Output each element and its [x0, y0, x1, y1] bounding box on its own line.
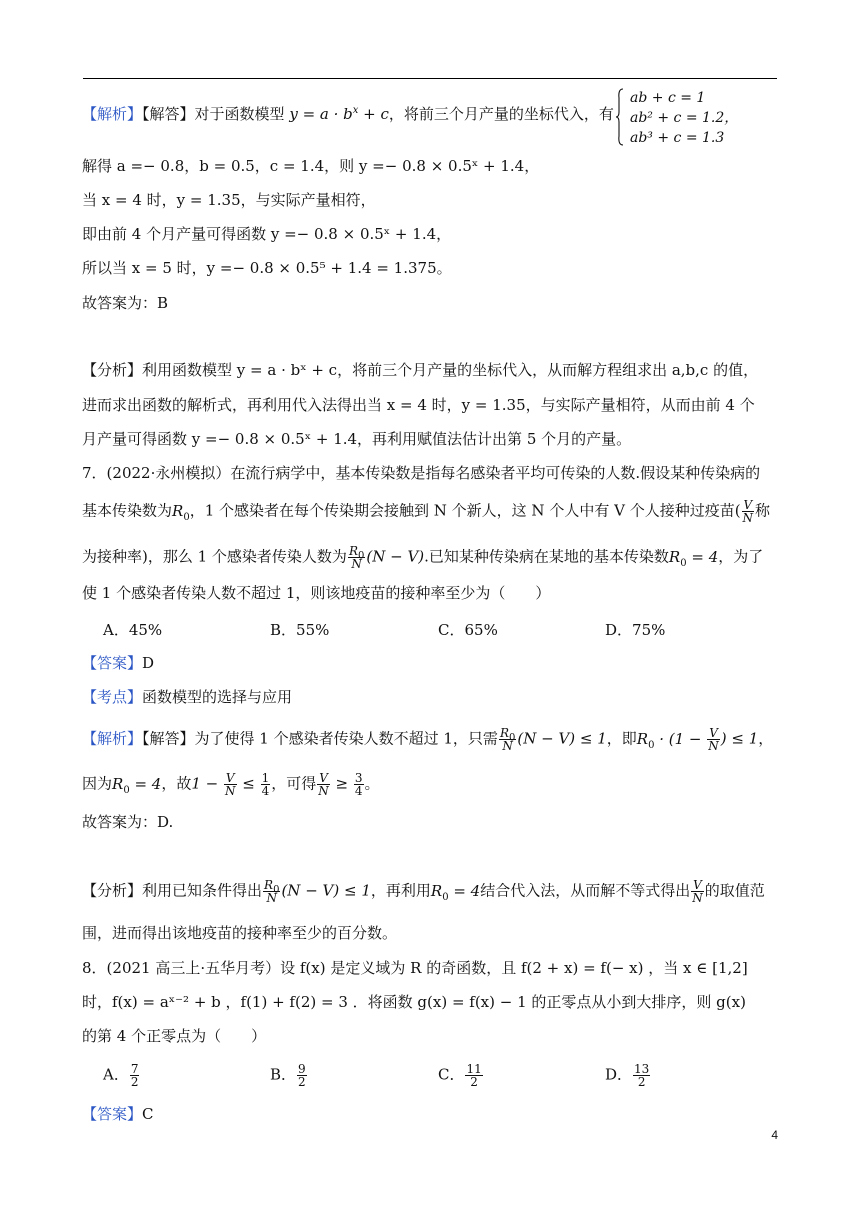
- q7-solution-1: 【解析】【解答】为了使得 1 个感染者传染人数不超过 1，只需 $\frac{R_0}{N}$ (N − V) ≤ 1，即$R_0 \cdot (1$ − $\frac{V}{N}$ ) ≤ 1，: [82, 726, 774, 753]
- q8-line2: 时，f(x) = aˣ⁻² + b ，f(1) + f(2) = 3 ．将函数 g(x) = f(x) − 1 的正零点从小到大排序，则 g(x): [82, 993, 746, 1011]
- q7-kaodian: 【考点】函数模型的选择与应用: [82, 688, 293, 706]
- q8-line3: 的第 4 个正零点为（ ）: [82, 1027, 267, 1045]
- q7-solution-3: 故答案为：D.: [82, 813, 174, 831]
- s6-analysis-1: 【分析】利用函数模型 y = a · bˣ + c，将前三个月产量的坐标代入，从而解方程组求出 a,b,c 的值，: [82, 361, 759, 379]
- s6-analysis-2: 进而求出函数的解析式，再利用代入法得出当 x = 4 时，y = 1.35，与实际产量相符，从而由前 4 个: [82, 396, 755, 414]
- q7-analysis-2: 围，进而得出该地疫苗的接种率至少的百分数。: [82, 924, 398, 942]
- q7-line4: 使 1 个感染者传染人数不超过 1，则该地疫苗的接种率至少为（ ）: [82, 584, 551, 602]
- s6-line2: 解得 a =− 0.8，b = 0.5，c = 1.4，则 y =− 0.8 × 0.5ˣ + 1.4，: [82, 157, 540, 175]
- s6-line5: 所以当 x = 5 时，y =− 0.8 × 0.5⁵ + 1.4 = 1.375。: [82, 259, 452, 277]
- fraction-r0-over-n: $\frac{R_0}{N}$: [348, 544, 365, 571]
- q7-line1: 7．(2022·永州模拟）在流行病学中，基本传染数是指每名感染者平均可传染的人数.假设某种传染病的: [82, 464, 761, 482]
- q7-option-c: C．65%: [438, 621, 498, 639]
- q8-option-d: D． $\frac{13}{2}$: [605, 1062, 650, 1089]
- s6-line6: 故答案为：B: [82, 294, 169, 312]
- q7-option-d: D．75%: [605, 621, 666, 639]
- system-eq-1: ab + c = 1: [630, 90, 706, 106]
- tag-jieda: 【解答】: [142, 105, 195, 123]
- system-eq-2: ab² + c = 1.2，: [630, 110, 739, 126]
- q7-line3: 为接种率)，那么 1 个感染者传染人数为 $\frac{R_0}{N}$ (N − V).已知某种传染病在某地的基本传染数$R_0 = 4$，为了: [82, 544, 764, 571]
- header-rule: [83, 78, 777, 79]
- tag-kaodian: 【考点】: [82, 688, 143, 706]
- tag-jiexi: 【解析】: [82, 105, 143, 123]
- q8-option-b: B． $\frac{9}{2}$: [270, 1062, 306, 1089]
- q7-option-b: B．55%: [270, 621, 330, 639]
- system-eq-3: ab³ + c = 1.3: [630, 130, 725, 146]
- q8-line1: 8．(2021 高三上·五华月考）设 f(x) 是定义域为 R 的奇函数，且 f(2 + x) = f(− x) ，当 x ∈ [1,2]: [82, 959, 748, 977]
- s6-analysis-3: 月产量可得函数 y =− 0.8 × 0.5ˣ + 1.4，再利用赋值法估计出第 5 个月的产量。: [82, 430, 632, 448]
- equation-system: [616, 88, 738, 148]
- tag-fenxi: 【分析】: [82, 361, 143, 379]
- page-number: 4: [771, 1128, 778, 1142]
- q7-line2: 基本传染数为$R_0$，1 个感染者在每个传染期会接触到 N 个新人，这 N 个人中有 V 个人接种过疫苗( $\frac{V}{N}$ 称: [82, 498, 771, 525]
- formula-model: $y = a \cdot b^x + c$: [289, 105, 389, 123]
- s6-line4: 即由前 4 个月产量可得函数 y =− 0.8 × 0.5ˣ + 1.4，: [82, 225, 452, 243]
- fraction-v-over-n: $\frac{V}{N}$: [742, 498, 754, 525]
- q8-answer: 【答案】C: [82, 1105, 154, 1123]
- q8-option-a: A． $\frac{7}{2}$: [103, 1062, 139, 1089]
- s6-line1: 【解析】【解答】对于函数模型 $y = a \cdot b^x + c$，将前三个月产量的坐标代入，有: [82, 105, 614, 123]
- s6-line3: 当 x = 4 时，y = 1.35，与实际产量相符，: [82, 191, 376, 209]
- q8-option-c: C． $\frac{11}{2}$: [438, 1062, 482, 1089]
- brace-icon: [616, 88, 624, 146]
- q7-answer: 【答案】D: [82, 654, 155, 672]
- q7-analysis-1: 【分析】利用已知条件得出 $\frac{R_0}{N}$ (N − V) ≤ 1，再利用$R_0 = 4$结合代入法，从而解不等式得出 $\frac{V}{N}$ 的取值范: [82, 878, 765, 905]
- q7-option-a: A．45%: [103, 621, 163, 639]
- q7-solution-2: 因为$R_0 = 4$，故1 − $\frac{V}{N}$ ≤ $\frac{1}{4}$ ，可得 $\frac{V}{N}$ ≥ $\frac{3}{4}$ 。: [82, 771, 380, 798]
- tag-daan: 【答案】: [82, 654, 143, 672]
- r0-symbol: $R_0$: [172, 501, 190, 523]
